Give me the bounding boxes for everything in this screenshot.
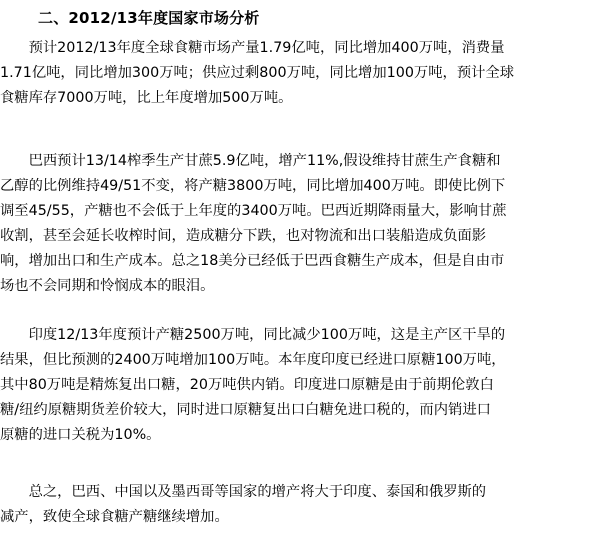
- paragraph-1-line-3: 食糖库存7000万吨，比上年度增加500万吨。: [0, 90, 293, 106]
- paragraph-3-line-3: 其中80万吨是精炼复出口糖，20万吨供内销。印度进口原糖是由于前期伦敦白: [0, 377, 494, 393]
- paragraph-2-line-1: 巴西预计13/14榨季生产甘蔗5.9亿吨，增产11%,假设维持甘蔗生产食糖和: [0, 153, 501, 169]
- paragraph-3-line-5: 原糖的进口关税为10%。: [0, 427, 161, 443]
- paragraph-1-line-1: 预计2012/13年度全球食糖市场产量1.79亿吨，同比增加400万吨，消费量: [0, 40, 505, 56]
- paragraph-2-line-2: 乙醇的比例维持49/51不变，将产糖3800万吨，同比增加400万吨。即使比例下: [0, 178, 506, 194]
- paragraph-1-line-2: 1.71亿吨，同比增加300万吨；供应过剩800万吨，同比增加100万吨，预计全球: [0, 65, 515, 81]
- paragraph-2-line-5: 响，增加出口和生产成本。总之18美分已经低于巴西食糖生产成本，但是自由市: [0, 253, 505, 269]
- paragraph-3-line-4: 糖/纽约原糖期货差价较大，同时进口原糖复出口白糖免进口税的，而内销进口: [0, 402, 491, 418]
- paragraph-4-line-2: 减产，致使全球食糖产糖继续增加。: [0, 509, 229, 525]
- paragraph-3-line-2: 结果，但比预测的2400万吨增加100万吨。本年度印度已经进口原糖100万吨，: [0, 352, 506, 368]
- paragraph-2-line-4: 收割，甚至会延长收榨时间，造成糖分下跌，也对物流和出口装船造成负面影: [0, 228, 487, 244]
- paragraph-3-line-1: 印度12/13年度预计产糖2500万吨，同比减少100万吨，这是主产区干旱的: [0, 327, 506, 343]
- paragraph-2-line-3: 调至45/55，产糖也不会低于上年度的3400万吨。巴西近期降雨量大，影响甘蔗: [0, 203, 507, 219]
- paragraph-2-line-6: 场也不会同期和怜悯成本的眼泪。: [0, 278, 215, 294]
- section-heading: 二、2012/13年度国家市场分析: [38, 9, 260, 27]
- paragraph-4-line-1: 总之，巴西、中国以及墨西哥等国家的增产将大于印度、泰国和俄罗斯的: [0, 484, 487, 500]
